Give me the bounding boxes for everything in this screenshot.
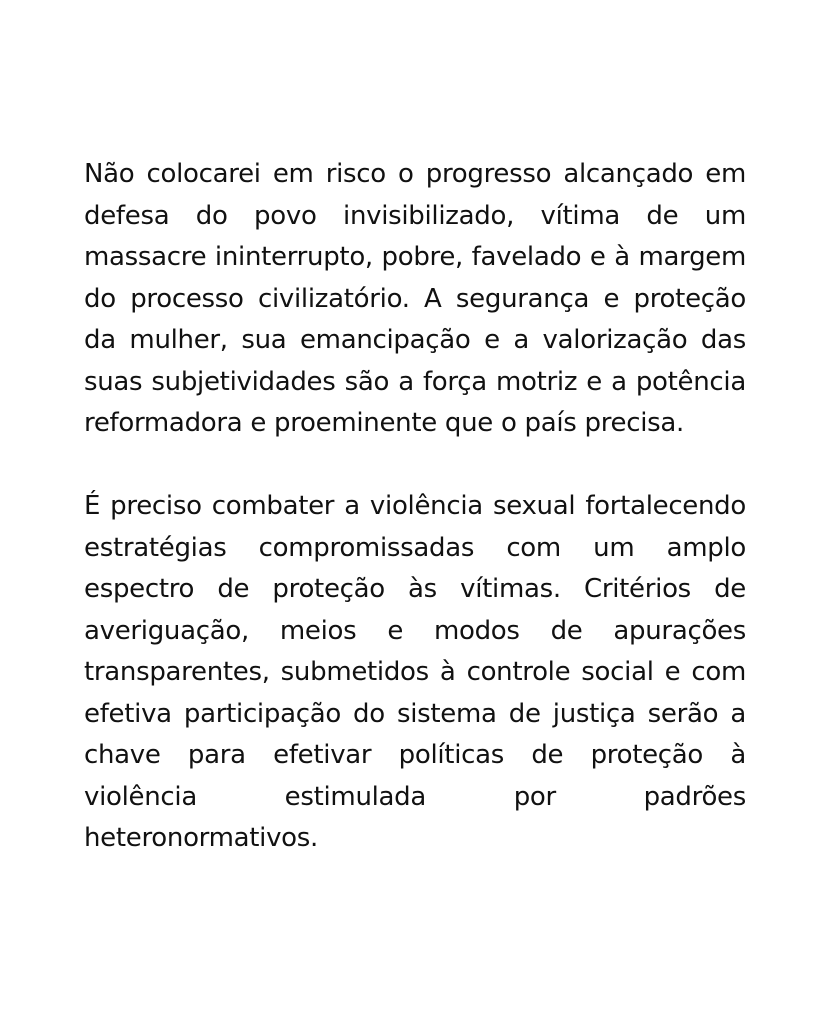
paragraph-2: É preciso combater a violência sexual fortalecendo estratégias compromissadas com um amplo espectro de proteção às vítimas. Critérios de averiguação, meios e modos de apurações transparentes, submetidos à controle social e com efetiva participação do sistema de justiça serão a chave para efetivar políticas de proteção à violência estimulada por padrões heteronormativos. [84, 491, 746, 853]
document-body [84, 154, 746, 860]
paragraph-1: Não colocarei em risco o progresso alcançado em defesa do povo invisibilizado, vítima de um massacre ininterrupto, pobre, favelado e à margem do processo civilizatório. A segurança e proteção da mulher, sua emancipação e a valorização das suas subjetividades são a força motriz e a potência reformadora e proeminente que o país precisa. [84, 159, 746, 438]
